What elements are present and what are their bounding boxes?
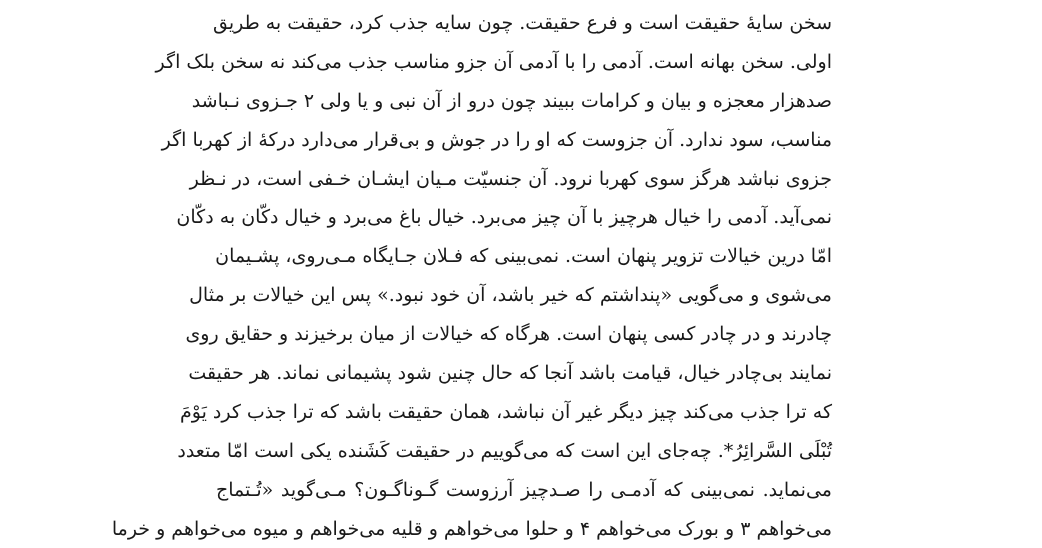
text-line-5: جزوی نباشد هرگز سوی کهربا نرود. آن جنسیّت مـیان ایشـان خـفی است، در نـظر [189, 167, 832, 190]
text-line-4: مناسب، سود ندارد. آن جزوست که او را در جوش و بی‌قرار می‌دارد درکهٔ از کهربا اگر [161, 128, 832, 151]
text-line-12: تُبْلَی السَّرائِرُ*. چه‌جای این است که می‌گوییم در حقیقت کَشَنده یکی است امّا متعدد [177, 439, 832, 462]
text-line-1: سخن سایهٔ حقیقت است و فرع حقیقت. چون سایه جذب کرد، حقیقت به طریق [212, 12, 832, 34]
text-line-9: چادرند و در چادر کسی پنهان است. هرگاه که خیالات از میان برخیزند و حقایق روی [185, 323, 832, 346]
text-line-3: صدهزار معجزه و بیان و کرامات ببیند چون درو از آن نبی و یا ولی ۲ جـزوی نـباشد [191, 89, 832, 112]
text-line-2: اولی. سخن بهانه است. آدمی را با آدمی آن جزو مناسب جذب می‌کند نه سخن بلک اگر [155, 50, 832, 73]
text-line-11: که ترا جذب می‌کند چیز دیگر غیر آن نباشد، همان حقیقت باشد که ترا جذب کرد یَوْمَ [179, 400, 832, 423]
text-line-8: می‌شوی و می‌گویی «پنداشتم که خیر باشد، آن خود نبود.» پس این خیالات بر مثال [189, 284, 832, 307]
text-line-13: می‌نماید. نمی‌بینی که آدمـی را صـدچیز آرزوست گـوناگـون؟ مـی‌گوید «تُـتماج [216, 478, 832, 501]
text-line-6: نمی‌آید. آدمی را خیال هرچیز با آن چیز می‌برد. خیال باغ می‌برد و خیال دکّان به دکّان [176, 206, 832, 229]
text-line-14: می‌خواهم ۳ و بورک می‌خواهم ۴ و حلوا می‌خواهم و قلیه می‌خواهم و میوه می‌خواهم و خرما [111, 517, 832, 540]
text-line-10: نمایند بی‌چادر خیال، قیامت باشد آنجا که حال چنین شود پشیمانی نماند. هر حقیقت [188, 362, 832, 385]
text-line-7: امّا درین خیالات تزویر پنهان است. نمی‌بینی که فـلان جـایگاه مـی‌روی، پشـیمان [215, 245, 832, 268]
body-text [111, 4, 832, 548]
